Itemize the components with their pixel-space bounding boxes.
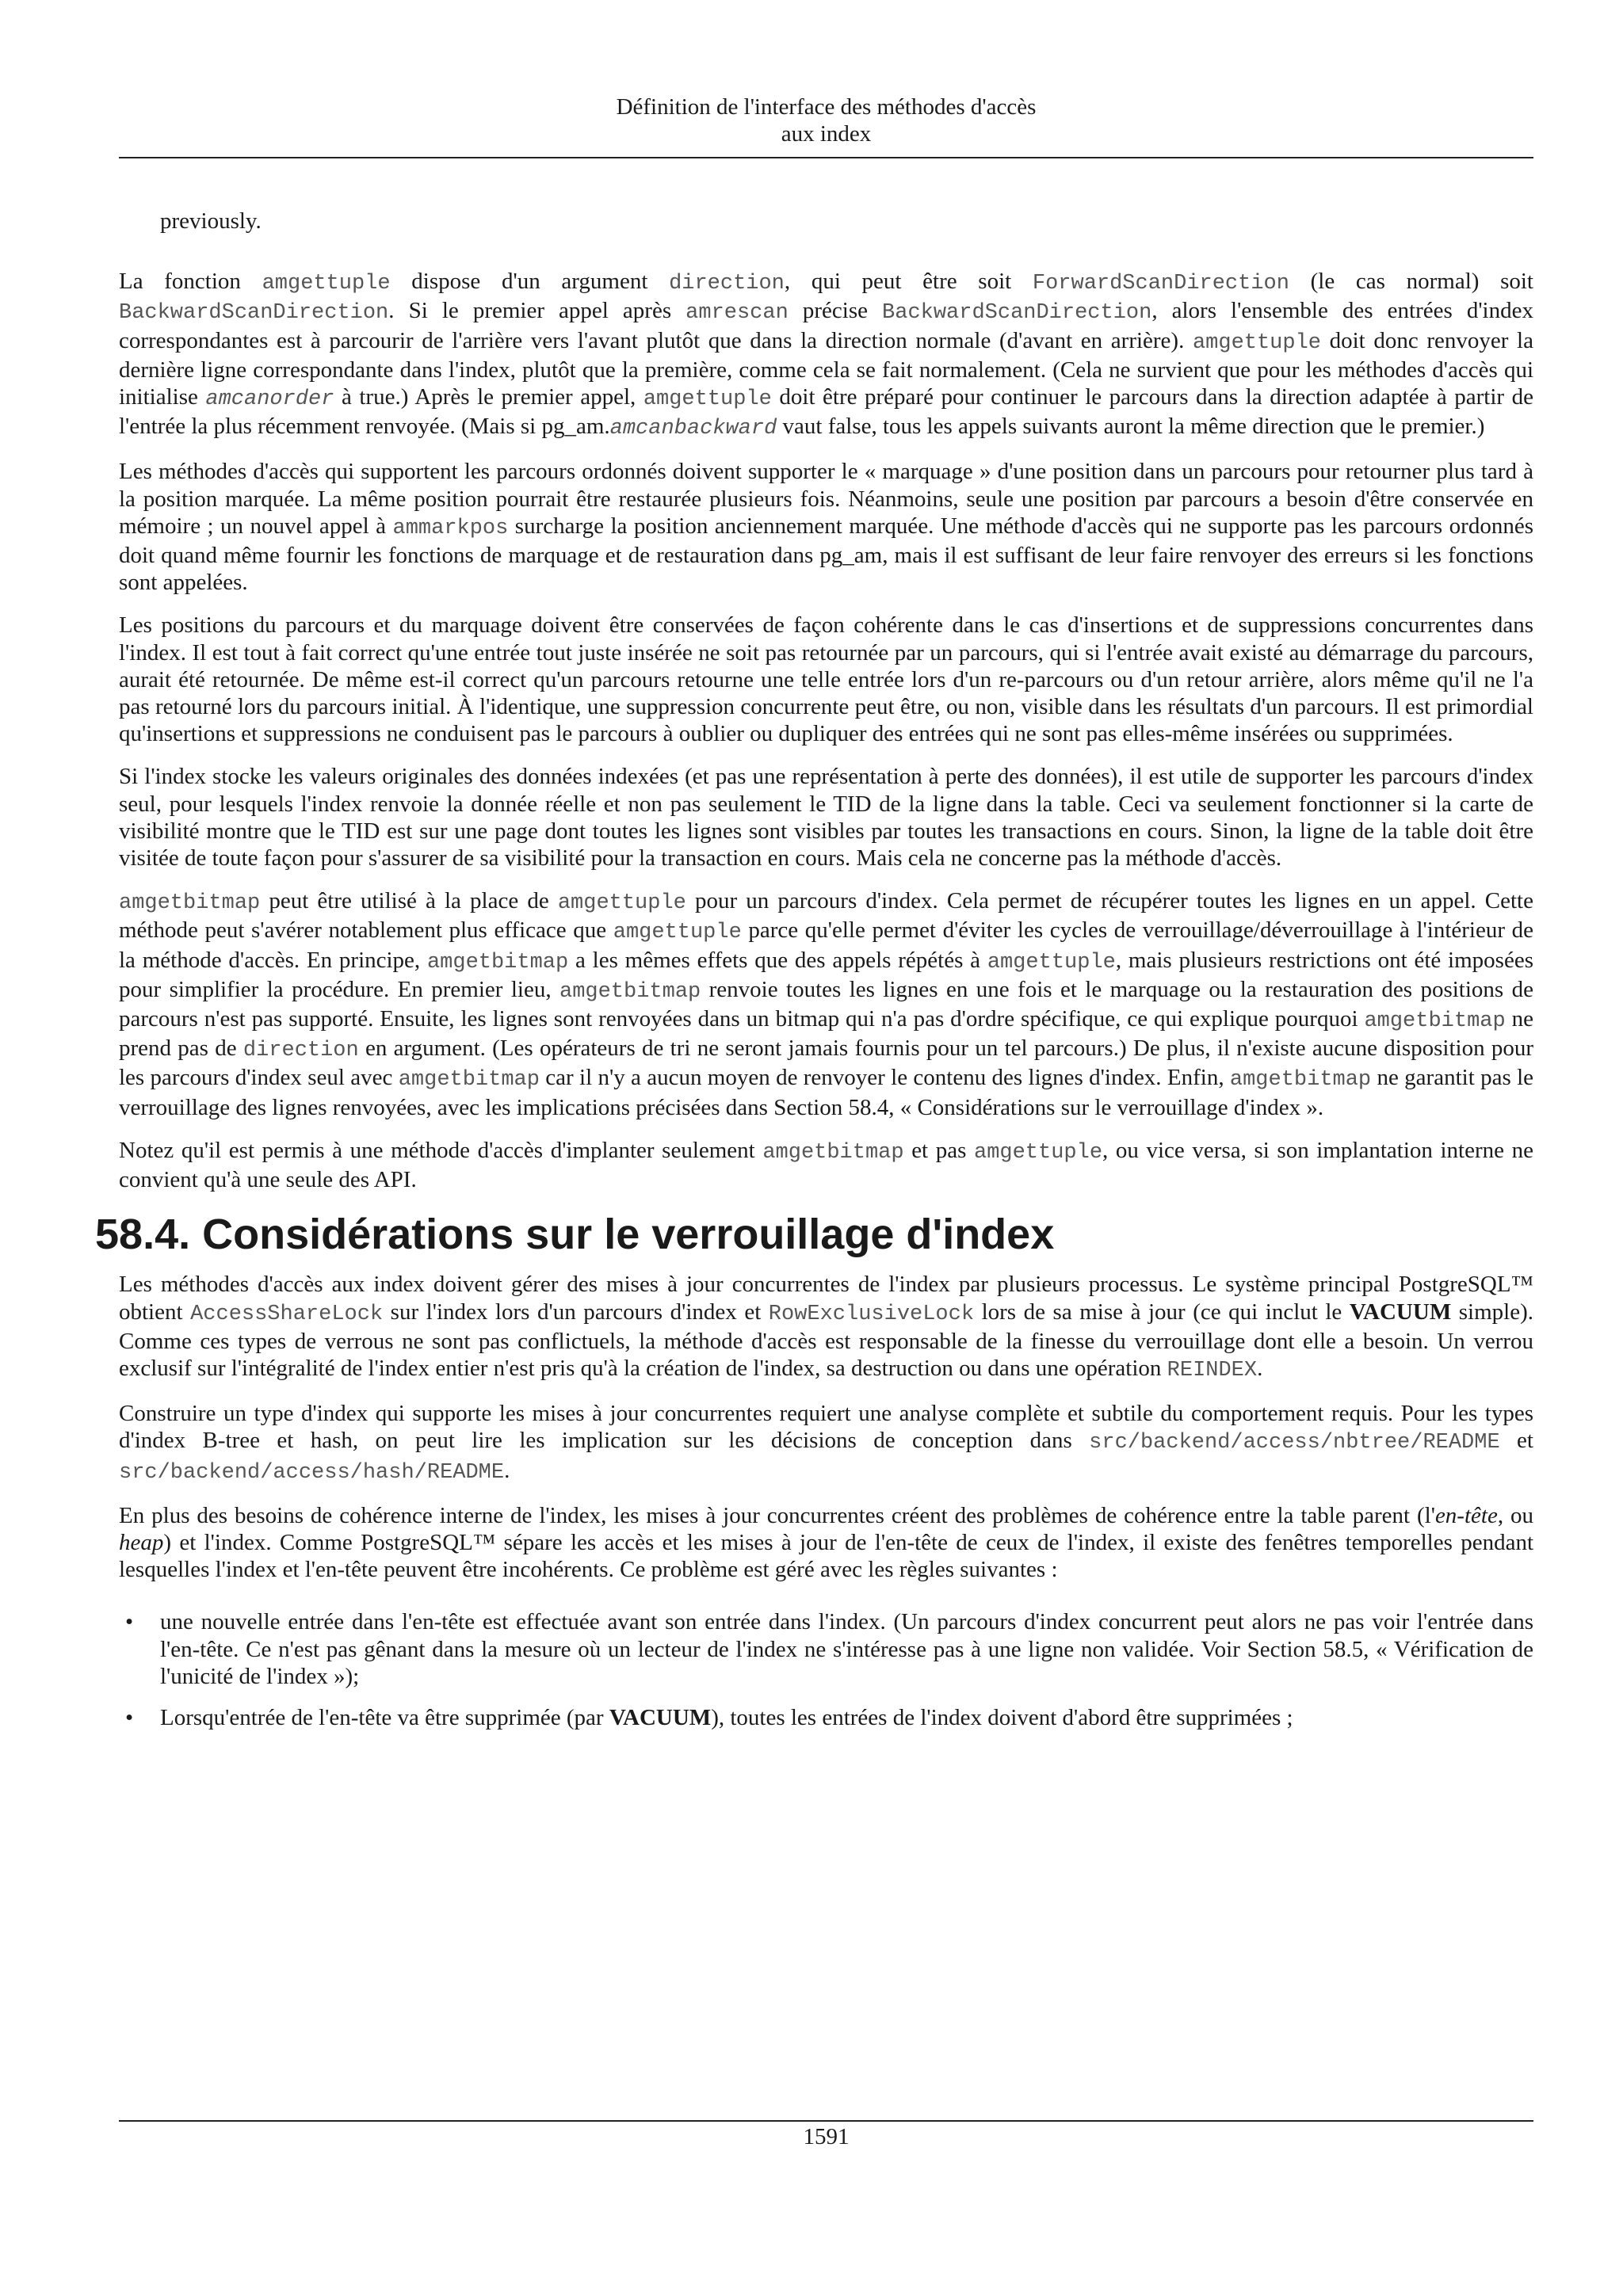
text: , ou vice versa, si son implantation interne ne convient qu'à une seule des API.: [119, 1137, 1533, 1193]
code-backwardscandirection: BackwardScanDirection: [882, 301, 1152, 326]
footer-rule: [119, 2120, 1533, 2122]
text: Les méthodes d'accès aux index doivent gérer des mises à jour concurrentes de l'index par plusieurs processus. Le système principal PostgreSQL™ obtient: [119, 1272, 1533, 1325]
text: En plus des besoins de cohérence interne de l'index, les mises à jour concurrentes créent des problèmes de cohérence entre la table parent (l': [119, 1502, 1435, 1528]
code-amgetbitmap: amgetbitmap: [1229, 1068, 1372, 1093]
header-line-1: Définition de l'interface des méthodes d'accès: [616, 94, 1037, 120]
term-en-tete: en-tête: [1434, 1502, 1498, 1528]
text: à true.) Après le premier appel,: [334, 384, 643, 410]
term-heap: heap: [119, 1529, 164, 1555]
header-rule: [119, 157, 1533, 158]
paragraph-amgettuple-direction: [119, 268, 1533, 442]
code-forwardscandirection: ForwardScanDirection: [1032, 272, 1289, 296]
text: .: [504, 1457, 510, 1483]
text: simple). Comme ces types de verrous ne sont pas conflictuels, la méthode d'accès est responsable de la finesse du verrouillage dont elle a besoin. Un verrou exclusif sur l'intégralité de l'index entier n'est pris qu'à la création de l'index, sa destruction ou dans une opération: [119, 1299, 1533, 1381]
code-amgettuple: amgettuple: [987, 950, 1116, 974]
text: ), toutes les entrées de l'index doivent d'abord être supprimées ;: [711, 1704, 1293, 1730]
code-amgetbitmap: amgetbitmap: [1364, 1009, 1506, 1034]
text: ) et l'index. Comme PostgreSQL™ sépare les accès et les mises à jour de l'en-tête de ceux de l'index, il existe des fenêtres temporelles pendant lesquelles l'index et l'en-tête peuvent être incohérents. Ce problème est géré avec les règles suivantes :: [119, 1529, 1533, 1583]
page-number: 1591: [803, 2124, 850, 2149]
text: parce qu'elle permet d'éviter les cycles de verrouillage/déverrouillage à l'intérieur de la méthode d'accès. En principe,: [119, 917, 1533, 973]
paragraph-verrouillage: [119, 1271, 1533, 1384]
text: ne garantit pas le verrouillage des lignes renvoyées, avec les implications précisées dans Section 58.4, « Considérations sur le verrouillage d'index ».: [119, 1065, 1534, 1120]
code-amgetbitmap: amgetbitmap: [426, 950, 569, 974]
command-vacuum: VACUUM: [609, 1704, 712, 1730]
text: pour un parcours d'index. Cela permet de récupérer toutes les lignes en un appel. Cette méthode peut s'avérer notablement plus efficace que: [119, 888, 1533, 944]
code-amrescan: amrescan: [685, 301, 789, 326]
text: et: [1499, 1428, 1533, 1454]
code-amcanorder: amcanorder: [205, 387, 334, 412]
header-line-2: aux index: [781, 121, 872, 147]
text: et pas: [903, 1137, 974, 1163]
running-header: [119, 93, 1533, 147]
paragraph-marquage: [119, 458, 1533, 596]
paragraph-coherence: [119, 1502, 1533, 1584]
text: Les méthodes d'accès qui supportent les parcours ordonnés doivent supporter le « marquage » d'une position dans un parcours pour retourner plus tard à la position marquée. La même position pourrait être restaurée plusieurs fois. Néanmoins, seule une position par parcours a besoin d'être conservée en mémoire ; un nouvel appel à: [119, 459, 1533, 539]
text: La fonction: [119, 269, 262, 295]
code-amgettuple: amgettuple: [613, 921, 742, 945]
text: , mais plusieurs restrictions ont été imposées pour simplifier la procédure. En premier lieu,: [119, 947, 1533, 1002]
text: doit être préparé pour continuer le parcours dans la direction adaptée à partir de l'entrée la plus récemment renvoyée. (Mais si pg_am.: [119, 384, 1533, 440]
text: peut être utilisé à la place de: [260, 888, 558, 914]
text: . Si le premier appel après: [388, 298, 686, 324]
code-amgetbitmap: amgetbitmap: [119, 891, 261, 916]
paragraph-implantation: [119, 1137, 1533, 1193]
text: , ou: [1497, 1502, 1533, 1528]
text: Notez qu'il est permis à une méthode d'accès d'implanter seulement: [119, 1137, 763, 1163]
code-ammarkpos: ammarkpos: [392, 516, 509, 540]
text: renvoie toutes les lignes en une fois et le marquage ou la restauration des positions de parcours n'est pas supporté. Ensuite, les lignes sont renvoyées dans un bitmap qui n'a pas d'ordre spécifique, ce qui explique pourquoi: [119, 976, 1533, 1032]
text: dispose d'un argument: [390, 269, 670, 295]
text: Construire un type d'index qui supporte les mises à jour concurrentes requiert une analyse complète et subtile du comportement requis. Pour les types d'index B-tree et hash, on peut lire les implication sur les décisions de conception dans: [119, 1401, 1533, 1454]
path-hash-readme: src/backend/access/hash/README: [119, 1460, 505, 1485]
bullet-icon: •: [125, 1704, 134, 1730]
path-nbtree-readme: src/backend/access/nbtree/README: [1089, 1431, 1500, 1455]
code-amgettuple: amgettuple: [557, 891, 686, 916]
code-backwardscandirection: BackwardScanDirection: [119, 301, 389, 326]
rules-list: [119, 1608, 1533, 1731]
command-vacuum: VACUUM: [1349, 1299, 1452, 1325]
list-item: [119, 1704, 1533, 1731]
text: vaut false, tous les appels suivants auront la même direction que le premier.): [777, 414, 1485, 440]
code-amgetbitmap: amgetbitmap: [559, 979, 701, 1004]
text: a les mêmes effets que des appels répétés à: [568, 947, 987, 973]
text: , qui peut être soit: [784, 269, 1033, 295]
text: lors de sa mise à jour (ce qui inclut le: [974, 1299, 1350, 1325]
bullet-icon: •: [125, 1609, 134, 1635]
text: surcharge la position anciennement marquée. Une méthode d'accès qui ne supporte pas les parcours ordonnés doit quand même fournir les fonctions de marquage et de restauration dans pg_am, mais il est suffisant de leur faire renvoyer des erreurs si les fonctions sont appelées.: [119, 513, 1533, 596]
text: une nouvelle entrée dans l'en-tête est effectuée avant son entrée dans l'index. (Un parcours d'index concurrent peut alors ne pas voir l'entrée dans l'en-tête. Ce n'est pas gênant dans la mesure où un lecteur de l'index ne s'intéresse pas à une ligne non validée. Voir Section 58.5, « Vérification de l'unicité de l'index »);: [160, 1609, 1533, 1689]
text: .: [1257, 1355, 1263, 1381]
text: en argument. (Les opérateurs de tri ne seront jamais fournis pour un tel parcours.) De plus, il n'existe aucune disposition pour les parcours d'index seul avec: [119, 1035, 1533, 1091]
text: car il n'y a aucun moyen de renvoyer le contenu des lignes d'index. Enfin,: [539, 1065, 1230, 1091]
code-amgettuple: amgettuple: [974, 1140, 1103, 1165]
code-direction: direction: [242, 1039, 359, 1063]
code-accesssharelock: AccessShareLock: [190, 1302, 384, 1326]
paragraph-amgetbitmap: [119, 887, 1533, 1121]
text: doit donc renvoyer la dernière ligne correspondante dans l'index, plutôt que la première, comme cela se fait normalement. (Cela ne survient que pour les méthodes d'accès qui initialise: [119, 327, 1533, 410]
code-amgettuple: amgettuple: [643, 387, 772, 412]
text: Lorsqu'entrée de l'en-tête va être supprimée (par: [160, 1704, 609, 1730]
list-item: [119, 1608, 1533, 1690]
code-amgettuple: amgettuple: [262, 272, 391, 296]
text: sur l'index lors d'un parcours d'index et: [383, 1299, 769, 1325]
paragraph-construire: [119, 1400, 1533, 1486]
text: précise: [788, 298, 883, 324]
text: , alors l'ensemble des entrées d'index correspondantes est à parcourir de l'arrière vers l'avant plutôt que dans la direction normale (d'avant en arrière).: [119, 298, 1533, 353]
page-content: [95, 208, 1534, 1745]
code-reindex: REINDEX: [1167, 1358, 1258, 1383]
code-direction: direction: [669, 272, 785, 296]
code-rowexclusivelock: RowExclusiveLock: [768, 1302, 975, 1326]
text: ne prend pas de: [119, 1006, 1533, 1062]
text: (le cas normal) soit: [1289, 269, 1533, 295]
paragraph-index-seul: Si l'index stocke les valeurs originales des données indexées (et pas une représentation à perte des données), il est utile de supporter les parcours d'index seul, pour lesquels l'index renvoie la donnée réelle et non pas seulement le TID de la ligne dans la table. Ceci va seulement fonctionner si la carte de visibilité montre que le TID est sur une page dont toutes les lignes sont visibles par toutes les transactions en cours. Sinon, la ligne de la table doit être visitée de toute façon pour s'assurer de sa visibilité pour la transaction en cours. Mais cela ne concerne pas la méthode d'accès.: [119, 764, 1533, 871]
code-amgetbitmap: amgetbitmap: [398, 1068, 540, 1093]
section-heading: 58.4. Considérations sur le verrouillage d'index: [95, 1211, 1055, 1259]
code-amcanbackward: amcanbackward: [609, 417, 777, 441]
paragraph-positions-parcours: Les positions du parcours et du marquage doivent être conservées de façon cohérente dans le cas d'insertions et de suppressions concurrentes dans l'index. Il est tout à fait correct qu'une entrée tout juste insérée ne soit pas retournée par un parcours, qui si l'entrée avait existé au démarrage du parcours, aurait été retournée. De même est-il correct qu'un parcours retourne une telle entrée lors d'un re-parcours ou d'un retour arrière, alors même qu'il ne l'a pas retourné lors du parcours initial. À l'identique, une suppression concurrente peut être, ou non, visible dans les résultats d'un parcours. Il est primordial qu'insertions et suppressions ne conduisent pas le parcours à oublier ou dupliquer des entrées qui ne sont pas elles-même insérées ou supprimées.: [119, 612, 1533, 747]
code-amgettuple: amgettuple: [1192, 330, 1321, 355]
continued-text: previously.: [160, 208, 262, 234]
code-amgetbitmap: amgetbitmap: [762, 1140, 904, 1165]
